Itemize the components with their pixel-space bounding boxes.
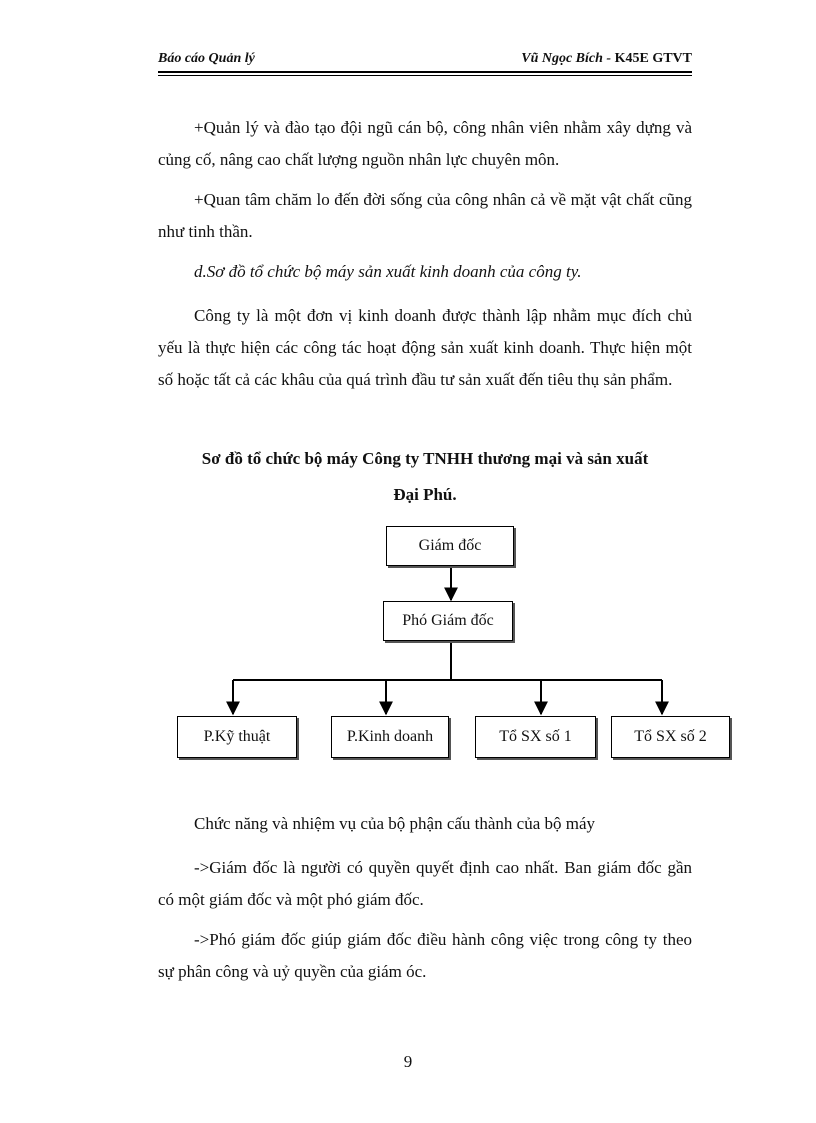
paragraph-6 <box>158 924 692 988</box>
paragraph-2-text: +Quan tâm chăm lo đến đời sống của công nhân cả về mặt vật chất cũng như tinh thần. <box>158 190 692 241</box>
paragraph-5-text: ->Giám đốc là người có quyền quyết định cao nhất. Ban giám đốc gần có một giám đốc và một phó giám đốc. <box>158 858 692 909</box>
header-author: Vũ Ngọc Bích - K45E GTVT <box>521 51 692 66</box>
section-heading-d-text: d.Sơ đồ tổ chức bộ máy sản xuất kinh doanh của công ty. <box>194 262 582 281</box>
org-box-technical-dept: P.Kỹ thuật <box>177 716 297 758</box>
org-chart-title-line1: Sơ đồ tổ chức bộ máy Công ty TNHH thương mại và sản xuất <box>201 449 649 468</box>
paragraph-6-text: ->Phó giám đốc giúp giám đốc điều hành công việc trong công ty theo sự phân công và uỷ quyền của giám óc. <box>158 930 692 981</box>
header-class-code: K45E GTVT <box>614 51 692 66</box>
org-box-business-dept: P.Kinh doanh <box>331 716 449 758</box>
org-box-production-team-2: Tổ SX số 2 <box>611 716 730 758</box>
org-chart-title-line2: Đại Phú. <box>393 485 457 504</box>
paragraph-5 <box>158 852 692 916</box>
header-author-name: Vũ Ngọc Bích <box>521 51 603 66</box>
org-box-production-team-1: Tổ SX số 1 <box>475 716 596 758</box>
org-box-deputy-director: Phó Giám đốc <box>383 601 513 641</box>
page-number: 9 <box>403 1052 413 1071</box>
org-box-director: Giám đốc <box>386 526 514 566</box>
paragraph-3-text: Công ty là một đơn vị kinh doanh được thành lập nhằm mục đích chủ yếu là thực hiện các công tác hoạt động sản xuất kinh doanh. Thực hiện một số hoặc tất cả các khâu của quá trình đầu tư sản xuất đến tiêu thụ sản phẩm. <box>158 306 692 389</box>
header-report-title: Báo cáo Quản lý <box>158 51 255 66</box>
paragraph-4-text: Chức năng và nhiệm vụ của bộ phận cấu thành của bộ máy <box>194 814 596 833</box>
paragraph-4 <box>158 808 692 840</box>
paragraph-1-text: +Quản lý và đào tạo đội ngũ cán bộ, công nhân viên nhằm xây dựng và củng cố, nâng cao chất lượng nguồn nhân lực chuyên môn. <box>158 118 692 169</box>
